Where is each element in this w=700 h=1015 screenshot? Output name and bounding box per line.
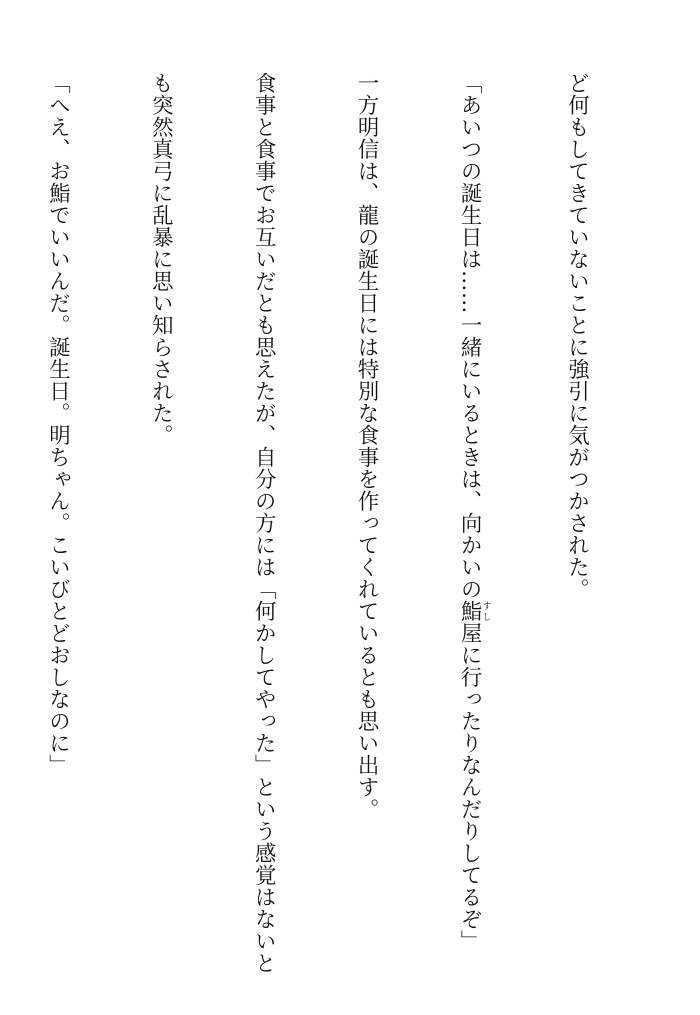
ruby-sushi-reading: すし (480, 599, 491, 622)
text-line-5: も突然真弓に乱暴に思い知らされた。 (148, 72, 174, 446)
text-line-2: 「あいつの誕生日は……一緒にいるときは、向かいの鮨すし屋に行ったりなんだりしてるぞ」 (457, 72, 491, 952)
text-line-4: 食事と食事でお互いだとも思えたが、自分の方には「何かしてやった」という感覚はないと (251, 72, 277, 974)
text-line-3: 一方明信は、龍の誕生日には特別な食事を作ってくれているとも思い出す。 (354, 72, 380, 820)
vertical-text-body (0, 72, 662, 974)
text-line-1: ど何もしてきていないことに強引に気がつかされた。 (564, 72, 590, 600)
text-line-6: 「へえ、お鮨でいいんだ。誕生日。明ちゃん。こいびとどおしなのに」 (45, 72, 71, 776)
ruby-sushi: 鮨すし (457, 599, 491, 622)
